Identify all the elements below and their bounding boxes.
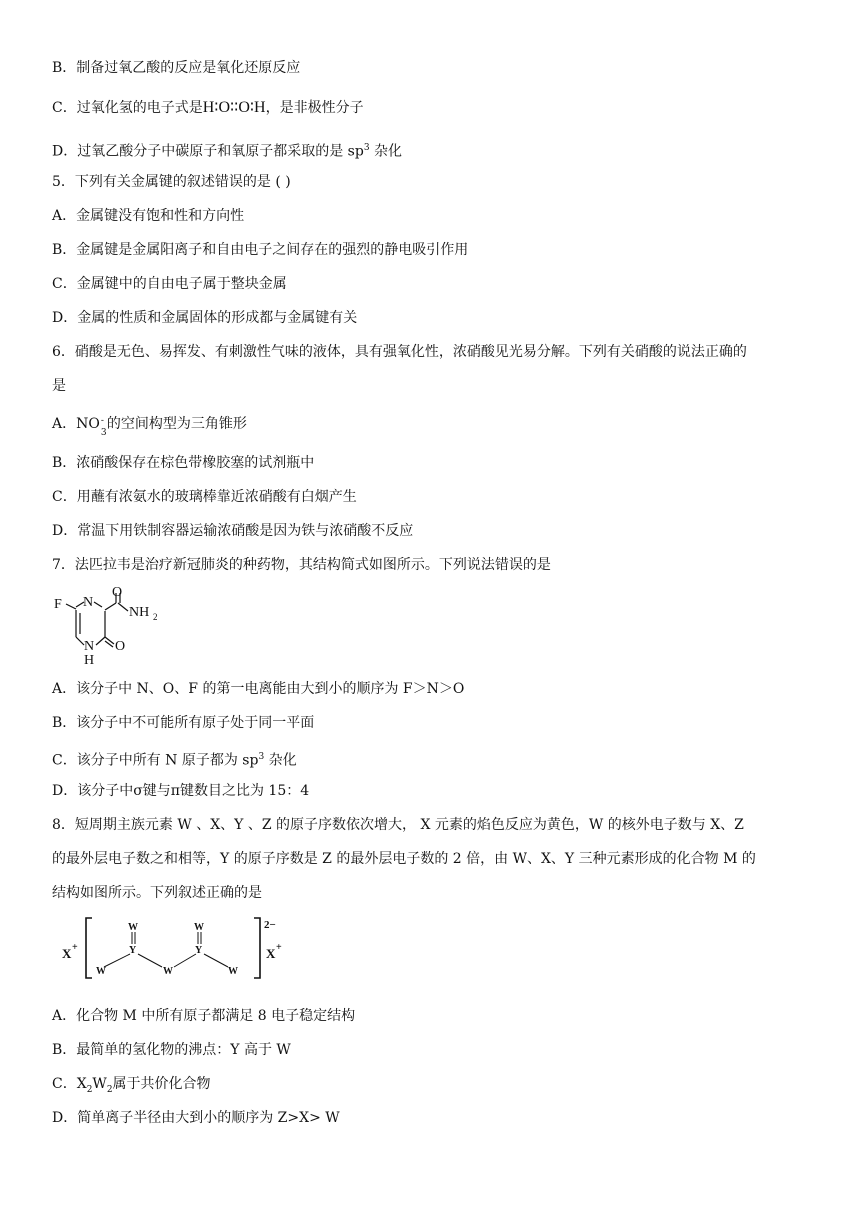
cation-plus-left: + (72, 942, 78, 953)
q4-option-d (52, 138, 402, 162)
q4c-text: C．过氧化氢的电子式是 (52, 100, 203, 116)
anion-charge: 2− (264, 919, 276, 931)
atom-O-top: O (112, 585, 123, 600)
q7-option-c (52, 747, 297, 771)
q5-option-d: D．金属的性质和金属固体的形成都与金属键有关 (52, 310, 358, 326)
anion-bonds (104, 932, 228, 967)
atom-N-bottom: N (84, 639, 95, 654)
q5-option-b: B．金属键是金属阳离子和自由电子之间存在的强烈的静电吸引作用 (52, 242, 469, 258)
amide-NH: NH (129, 605, 150, 620)
q6a-sup: - (100, 416, 104, 426)
q8c-sub2: 2 (106, 1084, 113, 1095)
q7-stem: 7．法匹拉韦是治疗新冠肺炎的种药物，其结构简式如图所示。下列说法错误的是 (52, 557, 551, 573)
atom-F: F (54, 597, 62, 612)
atom-Y-right: Y (195, 945, 203, 956)
q7-option-b: B．该分子中不可能所有原子处于同一平面 (52, 715, 315, 731)
q8-option-c (52, 1074, 211, 1100)
q6-stem-line1: 6．硝酸是无色、易挥发、有刺激性气味的液体，具有强氧化性，浓硝酸见光易分解。下列有关硝酸的说法正确的 (52, 344, 747, 360)
atom-W-top-right: W (194, 922, 204, 933)
q5-stem: 5．下列有关金属键的叙述错误的是 ( ) (52, 174, 291, 190)
q8-stem-line2: 的最外层电子数之和相等，Y 的原子序数是 Z 的最外层电子数的 2 倍，由 W、X、Y 三种元素形成的化合物 M 的 (52, 851, 756, 867)
atom-W-top-left: W (128, 922, 138, 933)
q6-stem-line2: 是 (52, 378, 66, 394)
atom-H: H (84, 653, 95, 668)
cation-X-right: X (266, 946, 276, 961)
q4d-sup: 3 (363, 143, 370, 153)
q7c-text: C．该分子中所有 N 原子都为 sp (52, 752, 259, 769)
q6-option-c: C．用蘸有浓氨水的玻璃棒靠近浓硝酸有白烟产生 (52, 489, 357, 505)
atom-Y-left: Y (129, 945, 137, 956)
q6a-text-post: 的空间构型为三角锥形 (106, 416, 247, 432)
q8c-sub1: 2 (86, 1084, 93, 1095)
q7c-text-post: 杂化 (264, 752, 297, 769)
q6a-text: A．NO (52, 416, 100, 432)
q4-option-c (52, 98, 364, 118)
cation-plus-right: + (276, 942, 282, 953)
atom-W-bottom-left: W (96, 966, 106, 977)
q8-option-a: A．化合物 M 中所有原子都满足 8 电子稳定结构 (52, 1008, 356, 1024)
favipiravir-structure (52, 584, 182, 670)
q6-option-a (52, 414, 247, 438)
q8-option-d: D．简单离子半径由大到小的顺序为 Z>X> W (52, 1110, 340, 1126)
q7c-sup: 3 (258, 752, 265, 762)
q6a-sub: 3 (100, 428, 107, 438)
amide-sub2: 2 (153, 612, 158, 622)
q8c-text: C．X (52, 1076, 87, 1092)
q6-option-d: D．常温下用铁制容器运输浓硝酸是因为铁与浓硝酸不反应 (52, 523, 414, 539)
q8c-text-post: 属于共价化合物 (112, 1076, 211, 1092)
h2o2-electron-formula: H∶O∶∶O∶H (202, 99, 266, 116)
q8-option-b: B．最简单的氢化物的沸点：Y 高于 W (52, 1042, 291, 1058)
q8-stem-line1: 8．短周期主族元素 W 、X、Y 、Z 的原子序数依次增大， X 元素的焰色反应为黄色，W 的核外电子数与 X、Z (52, 817, 744, 833)
q8-stem-line3: 结构如图所示。下列叙述正确的是 (52, 885, 262, 901)
q4-option-b: B．制备过氧乙酸的反应是氧化还原反应 (52, 60, 301, 76)
cation-X-left: X (62, 946, 72, 961)
q6-option-b: B．浓硝酸保存在棕色带橡胶塞的试剂瓶中 (52, 455, 315, 471)
q4d-text-post: 杂化 (369, 143, 403, 160)
q7-option-d: D．该分子中σ键与π键数目之比为 15：4 (52, 783, 310, 799)
atom-W-bottom-right: W (228, 966, 238, 977)
q8c-mid: W (92, 1076, 107, 1092)
atom-W-bridge: W (163, 966, 173, 977)
q5-option-c: C．金属键中的自由电子属于整块金属 (52, 276, 287, 292)
q7-option-a: A．该分子中 N、O、F 的第一电离能由大到小的顺序为 F＞N＞O (52, 681, 465, 697)
atom-N-top: N (83, 595, 94, 610)
q5-option-a: A．金属键没有饱和性和方向性 (52, 208, 245, 224)
compound-m-structure (58, 912, 298, 984)
q4c-text-post: ，是非极性分子 (265, 100, 364, 116)
atom-O: O (115, 639, 126, 654)
q4d-text: D．过氧乙酸分子中碳原子和氧原子都采取的是 sp (52, 143, 364, 160)
